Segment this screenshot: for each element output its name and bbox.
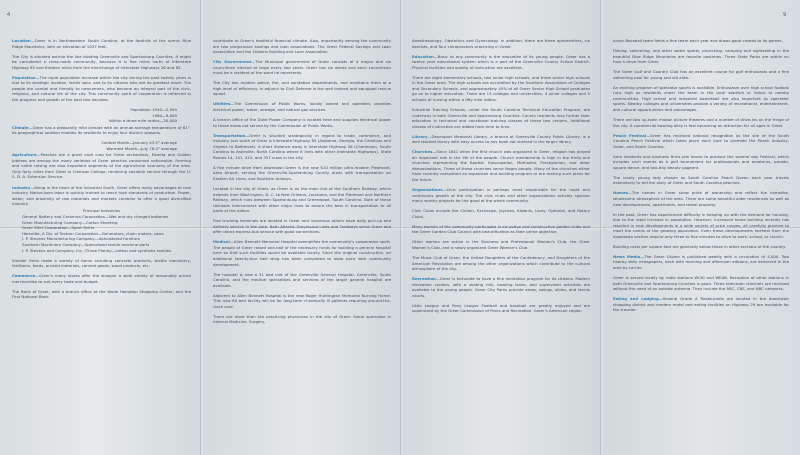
section-heading: Agriculture bbox=[12, 152, 37, 158]
paragraph: The Bank of Greer, with a branch office at the Wade Hampton Shopping Center, and the First National Bank bbox=[12, 288, 191, 300]
paragraph: Adjacent to Allen Bennett Hospital is the new Roger Huntington Memorial Nursing Home. This new 60 bed facility will be for long-term chronically ill patients requiring around-the-clock care. bbox=[213, 292, 391, 309]
paragraph: Other women are active in the Business and Professional Women's Club, the Greer Women's Club, and a newly organized Greer Woman's Club. bbox=[412, 239, 590, 250]
section-heading: Climate bbox=[12, 124, 29, 130]
paragraph: In the past, Greer has experienced difficulty in keeping up with the demand for housing, due to the rapid increase in population. However, increased home building recently has resulted in new developments in a wide variety of price ranges, all carefully planned to meet the needs of the growing population. Even these developments farthest from the downtown section require only three to five minutes to drive to work, school, or church. bbox=[613, 211, 789, 239]
section-text: —Greer is situated strategically in regard to trade, commerce, and industry. Just south of Greer is Interstate Highway 85 (Alabama, Georgia, the Carolinas and Virginia to Baltimore). A short distance away is Interstate Highway 26 (Charleston, South Carolina to Asheville, North Carolina where it links with other Interstate Highways). State Routes 14, 101, 415, and 357 cross in the city. bbox=[213, 132, 391, 160]
paragraph: A five minute drive from downtown Greer is the new $10 million ultra-modern Piedmont-Area Airport, serving the Greenville-Spartanburg County areas with transportation on Eastern Air Lines, and Southern Airways. bbox=[213, 164, 391, 181]
section-heading: Education bbox=[412, 53, 434, 59]
section-heading: Library bbox=[412, 133, 428, 139]
paragraph bbox=[613, 254, 789, 271]
paragraph: There are eight elementary schools, two junior high schools, and three senior high schools in the Greer area. The high schools are accredited by the Southern Association of Colleges and Secondary Schools, and approximately 45% of all Greer Senior High School graduates go on to higher education. There are 13 colleges and universities, 4 junior colleges and 5 schools of nursing within a fifty mile radius. bbox=[412, 74, 590, 102]
column-4 bbox=[613, 38, 789, 446]
paragraph: Civic Clubs include the Civitan, Exchange, Jaycees, Kiwanis, Lions, Optimist, and Rotary Clubs. bbox=[412, 208, 590, 219]
section-heading: News Media bbox=[613, 253, 641, 259]
paragraph bbox=[613, 133, 789, 150]
paragraph bbox=[613, 296, 789, 313]
paragraph: Industrial Training Schools, under the South Carolina Technical Education Program, are underway in both Greenville and Spartanburg Counties. County residents may further their education in technical and vocational training classes at these two centers. Additional classes of instruction are added from time to time. bbox=[412, 106, 590, 129]
paragraph: Little League and Pony League Football and baseball are greatly enjoyed and are supervised by the Greer Commission of Parks and Recreation. Greer's American Legion bbox=[412, 302, 590, 314]
section-text: —Basic to any community is the education of its young people. Greer has a twelve year educational system which is a part of the Greenville County School District. Physical facilities and quality of instruction are excellent. bbox=[412, 53, 590, 70]
paragraph: contribute to Greer's healthful financial climate. Also, importantly serving the community are two progressive savings and loan associations. The Greer Federal Savings and Loan Association and the Citizens Building and Loan Association. bbox=[213, 38, 391, 55]
list-item: Greer Manufacturing Company—Cotton Sheeting bbox=[22, 219, 118, 225]
paragraph bbox=[12, 75, 191, 103]
section-heading: Homes bbox=[613, 190, 628, 196]
section-text: —Civic participation is perhaps most responsible for the rapid and continuous growth of the city. The civic clubs and other organizations actively sponsor many worthy projects for the good of the whole community. bbox=[412, 187, 590, 204]
paragraph bbox=[412, 134, 590, 145]
section-text: —The Greer Citizen is published weekly with a circulation of 4,000. Two nearby daily newspapers, each with morning and afternoon editions, are delivered in the area by carrier. bbox=[613, 253, 789, 270]
section-heading: Commerce bbox=[12, 273, 36, 279]
section-text: —Greer is in Northwestern South Carolina, at the foothills of the scenic Blue Ridge Mountains, with an elevation of 1037 feet. bbox=[12, 38, 191, 49]
paragraph bbox=[12, 125, 191, 136]
list-item: Greer Shirt Corporation—Sport Shirts bbox=[22, 225, 95, 231]
paragraph: Anesthesiology, Obstetrics and Gynecology. In addition, there are three optometrists, six dentists, and four chiropractors practicing in Greer. bbox=[412, 38, 590, 49]
section-heading: Industry bbox=[12, 184, 31, 190]
paragraph: Five trucking terminals are located in Greer and numerous others have daily pick-up and delivery service in the area. Both Atlantic Greyhound Lines and Trailways serve Greer and offer direct express bus service with good connections. bbox=[213, 218, 391, 235]
page-number-left: 4 bbox=[7, 12, 11, 18]
industry-subheading bbox=[12, 208, 191, 214]
paragraph bbox=[12, 185, 191, 207]
paragraph: An exciting program of spectator sports is available. Enthusiasm over high school football runs high as residents cheer the team in the local stadium or follow to nearby communities. High school and industrial basketball are also important as spectator sports. Nearby colleges and universities provide a variety of recreational, entertainment, and cultural opportunities and advantages. bbox=[613, 84, 789, 112]
section-text: —Greer has received national recognition as the site of the South Carolina Peach Festival which takes place each June to promote the Peach Industry, Greer, and South Carolina. bbox=[613, 132, 789, 149]
section-text: —The Commission of Public Works, locally owned and operated, provides electrical power, water, sewage, and natural gas services. bbox=[213, 101, 391, 112]
list-item: Homelite, A Div. of Textron Corporation—Generators, chain motors, saws bbox=[22, 230, 164, 236]
stat-line: Within a three mile radius—20,000 bbox=[109, 118, 177, 124]
paragraph: A branch office of the Duke Power Company is located here and supplies electrical power to those areas not served by the Commission of Public Works. bbox=[213, 117, 391, 128]
paragraph: Many women of the community participate in six active and constructive garden clubs and the Greer Garden Club Council with beautification as their prime objective. bbox=[412, 223, 590, 235]
section-heading: City Government bbox=[213, 59, 252, 65]
paragraph: The Music Club of Greer, the United Daughters of the Confederacy, and Daughters of the American Revolution are among the other organizations which contribute to the cultural atmosphere of the city. bbox=[412, 254, 590, 272]
list-item: J. P. Stevens Manufacturing Company—Upholstered furniture bbox=[22, 236, 141, 242]
industry-list bbox=[12, 214, 191, 253]
section-heading: Churches bbox=[412, 149, 433, 155]
stat-line: Population 1940—2,940 bbox=[130, 106, 177, 112]
subheading: Principal Industries bbox=[82, 207, 121, 213]
column-3 bbox=[412, 38, 590, 446]
statistics-block bbox=[12, 140, 191, 151]
paragraph bbox=[213, 101, 391, 112]
paragraph bbox=[213, 239, 391, 267]
section-text: —Greer is fortunate to have a fine recreation program for its citizens. Modern recreation centers, with a skating rink, bowling lanes, and supervised activities are available to the young people. Greer City Parks provide areas, swings, slides, and tennis courts. bbox=[412, 276, 590, 298]
paragraph: The City is situated astride the line dividing Greenville and Spartanburg Counties. It might be considered a cross-roads community, because it is five miles north of Interstate Highway 85 and thirteen miles from the interchange of Interstate Highways 26 and 85. bbox=[12, 53, 191, 70]
list-item: J. P. Stevens and Company, Inc. (Three Plants)—cotton and synthetic textiles bbox=[22, 247, 172, 253]
section-heading: Recreation bbox=[412, 276, 436, 282]
section-heading: Transportation bbox=[213, 132, 246, 138]
paragraph: Fishing, swimming, and other water sports, picnicking, camping and sightseeing in the beautiful Blue Ridge Mountains are favorite pastimes. Three State Parks are within an hour's drive from Greer. bbox=[613, 48, 789, 65]
section-text: —Greer's many stores offer the shopper a wide variety of reasonably priced merchandise to suit every taste and budget. bbox=[12, 273, 191, 284]
section-heading: Population bbox=[12, 74, 36, 80]
section-text: —Allen Bennett Memorial Hospital exemplifies the community's cooperative spirit. The people of Greer raised one-half of the necessary funds for building a general hospital here so that such facilities would be available locally. Since the original construction, an additional twenty-four bed wing has been completed to keep pace with community development. bbox=[213, 239, 391, 267]
paragraph: There are more than ten practicing physicians in the city of Greer. Some specialize in internal Medicine, Surgery, bbox=[213, 313, 391, 325]
section-heading: Medical bbox=[213, 239, 230, 245]
stat-line: 1960—9,000 bbox=[152, 112, 177, 118]
paragraph: Greer is served locally by radio stations WCKI and WEAB. Reception of other stations in both Greenville and Spartanburg Counties is good. Three television channels are received without the need of an outside antenna. They include the ABC, CBS, and NBC networks. bbox=[613, 275, 789, 292]
section-text: —Being in the heart of the Industrial South, Greer offers many advantages to new industry. Native-born labor is quickly trained to reach high standards of production. Power, water, and proximity of raw materials and markets combine to offer a good diversified industry. bbox=[12, 184, 191, 207]
paragraph: Area residents and business firms join forces to produce the several day Festival, which includes such events as a golf tournament for professionals and amateurs, parade, square dance, and two-day beauty pageant. bbox=[613, 153, 789, 170]
section-text: —The homes in Greer show pride of ownership and reflect the homelike, wholesome atmosphere of the area. There are some beautiful older residences as well as new developments, apartments, and rental property. bbox=[613, 190, 789, 207]
paragraph: Smaller firms make a variety of items including concrete products, textile machinery, fertilizers, feeds, printed materials, canned goods, wood products, etc. bbox=[12, 257, 191, 269]
paragraph bbox=[412, 54, 590, 71]
paragraph bbox=[213, 133, 391, 161]
paragraph: Building costs per square foot are generally below those in other sections of the country. bbox=[613, 243, 786, 249]
paragraph: The hospital is now a 51 bed unit of the Greenville General Hospital, Greenville, South Carolina, and the medical specialities and services of the larger general hospital are available. bbox=[213, 271, 391, 288]
paragraph bbox=[12, 273, 191, 284]
paragraph: The City has modern police, fire, and sanitation departments, and maintains them at a high level of efficiency. In adjunct to Civil Defense is the well trained and equipped rescue squad. bbox=[213, 80, 391, 97]
column-1 bbox=[12, 38, 191, 446]
section-text: —Since 1841 when the first church was organized in Greer, religion has played an important role in the life of the people. Church membership is high in the thirty-one churches representing the Baptist, Episcopalian, Methodist, Presbyterian, and other denominations. Three of these churches serve Negro people. Many of the churches either have recently completed an expansion and building program or are making such plans for the future. bbox=[412, 149, 590, 182]
stat-line: Coldest Month—January 43.5° average bbox=[101, 140, 177, 146]
section-text: —Greer has a pleasantly mild climate with an annual average temperature of 61°. Its geographical location enables its residents to enjoy four distinct seasons. bbox=[12, 124, 191, 136]
paragraph: The lovely young lady chosen as South Carolina Peach Queen each year travels extensively to tell the story of Greer and South Carolina peaches. bbox=[613, 174, 789, 186]
section-heading: Peach Festival bbox=[613, 132, 647, 138]
section-text: —Peaches are a great cash crop for Greer orchardists. Elberta and Golden Jubilees are among the many varieties of Greer peaches consumed nationwide. Farming and cattle raising are also important segments of the agricultural economy of the area. Only forty miles from Greer is Clemson College, rendering valuable service through the U. S. D. A. Extension Service. bbox=[12, 152, 191, 180]
section-text: —The Municipal government of Greer consists of a mayor and six councilmen elected at large every two years. Greer has six wards and each councilman must be a resident of the ward he represents. bbox=[213, 59, 391, 76]
paragraph: Located in the city of Greer, as Greer is on the main line of the Southern Railway, which extends from Washington, D. C. to New Orleans, Louisiana, and the Piedmont and Northern Railway, which runs between Spartanburg and Greenwood, South Carolina. Both of these railroads interconnect with other major lines to assure the best in transportation to all parts of the nation. bbox=[213, 185, 391, 214]
paragraph bbox=[412, 149, 590, 182]
paragraph bbox=[412, 276, 590, 298]
paragraph: There are two up-town motion picture theatres and a number of drive-ins on the fringe of the city. A commercial bowling alley is fast becoming an attraction for all ages in Greer. bbox=[613, 117, 789, 128]
list-item: General Battery and Ceramics Corporation—Wet and dry charged batteries bbox=[22, 214, 169, 220]
section-heading: Location bbox=[12, 38, 31, 43]
paragraph bbox=[613, 190, 789, 207]
paragraph: The Greer Golf and Country Club has an excellent course for golf enthusiasts and a fine swimming pool for young and old alike. bbox=[613, 69, 789, 80]
page-number-right: 9 bbox=[783, 12, 787, 18]
section-heading: Eating and Lodging bbox=[613, 296, 659, 302]
paragraph bbox=[12, 38, 191, 49]
stat-line: Warmest Month—July 78.4° average bbox=[106, 145, 177, 151]
section-heading: Utilities bbox=[213, 101, 231, 107]
column-2 bbox=[213, 38, 391, 446]
section-text: —Davenport Memorial Library, a branch of Greenville County Public Library, is a well stocked library with easy access to any book not shelved in the larger library. bbox=[412, 133, 590, 145]
section-heading: Organizations bbox=[412, 187, 443, 193]
paragraph bbox=[412, 187, 590, 204]
paragraph bbox=[12, 152, 191, 180]
statistics-block bbox=[12, 107, 191, 124]
paragraph: Junior Baseball team fields a fine team each year and draws good crowds to its games. bbox=[613, 38, 783, 43]
list-item: Southern Machinery Company—Specialized textile machine parts bbox=[22, 242, 150, 247]
section-text: —The rapid population increase within the city during the past twenty years is due to its strategic location, fertile soils, and to its citizens who are its greatest asset. The people are cordial and friendly to newcomers, who become an integral part of the civic, religious, and cultural life of the city. This community spirit of cooperation is reflected in the progress and growth of the past two decades. bbox=[12, 74, 191, 102]
paragraph bbox=[213, 59, 391, 76]
section-text: —Several Grade A Restaurants are located in the downtown shopping district and modern motel and eating facilities on Highway 29 are available for the traveler. bbox=[613, 296, 789, 313]
